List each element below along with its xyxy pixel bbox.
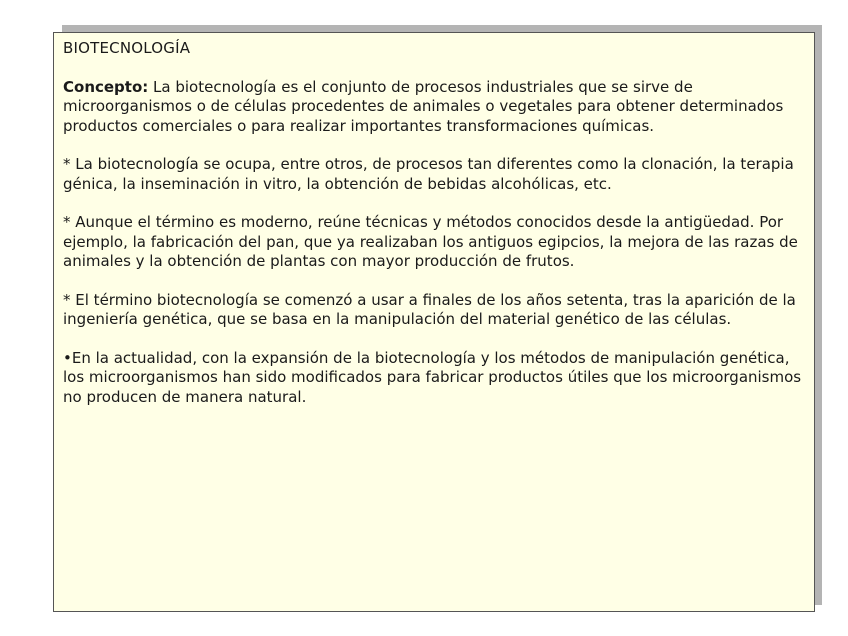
paragraph-current-applications: •En la actualidad, con la expansión de la biotecnología y los métodos de manipulación genética, los microorganismos han sido modificados para fabricar productos útiles que los microorganismos no producen de manera natural. [63, 348, 802, 406]
concept-paragraph [63, 78, 802, 137]
paragraph-antiquity: * Aunque el término es moderno, reúne técnicas y métodos conocidos desde la antigüedad. Por ejemplo, la fabricación del pan, que ya realizaban los antiguos egipcios, la mejora de las razas de animales y la obtención de plantas con mayor producción de frutos. [63, 213, 798, 270]
document-card [53, 32, 815, 612]
concept-text: La biotecnología es el conjunto de procesos industriales que se sirve de microorganismos o de células procedentes de animales o vegetales para obtener determinados productos comerciales o para realizar importantes transformaciones químicas. [63, 77, 784, 135]
paragraph-genetic-engineering: * El término biotecnología se comenzó a usar a finales de los años setenta, tras la aparición de la ingeniería genética, que se basa en la manipulación del material genético de las células. [63, 290, 796, 328]
concept-label: Concepto: [63, 77, 149, 96]
paragraph-cloning: * La biotecnología se ocupa, entre otros, de procesos tan diferentes como la clonación, la terapia génica, la inseminación in vitro, la obtención de bebidas alcohólicas, etc. [63, 155, 794, 193]
document-title: BIOTECNOLOGÍA [63, 39, 191, 57]
